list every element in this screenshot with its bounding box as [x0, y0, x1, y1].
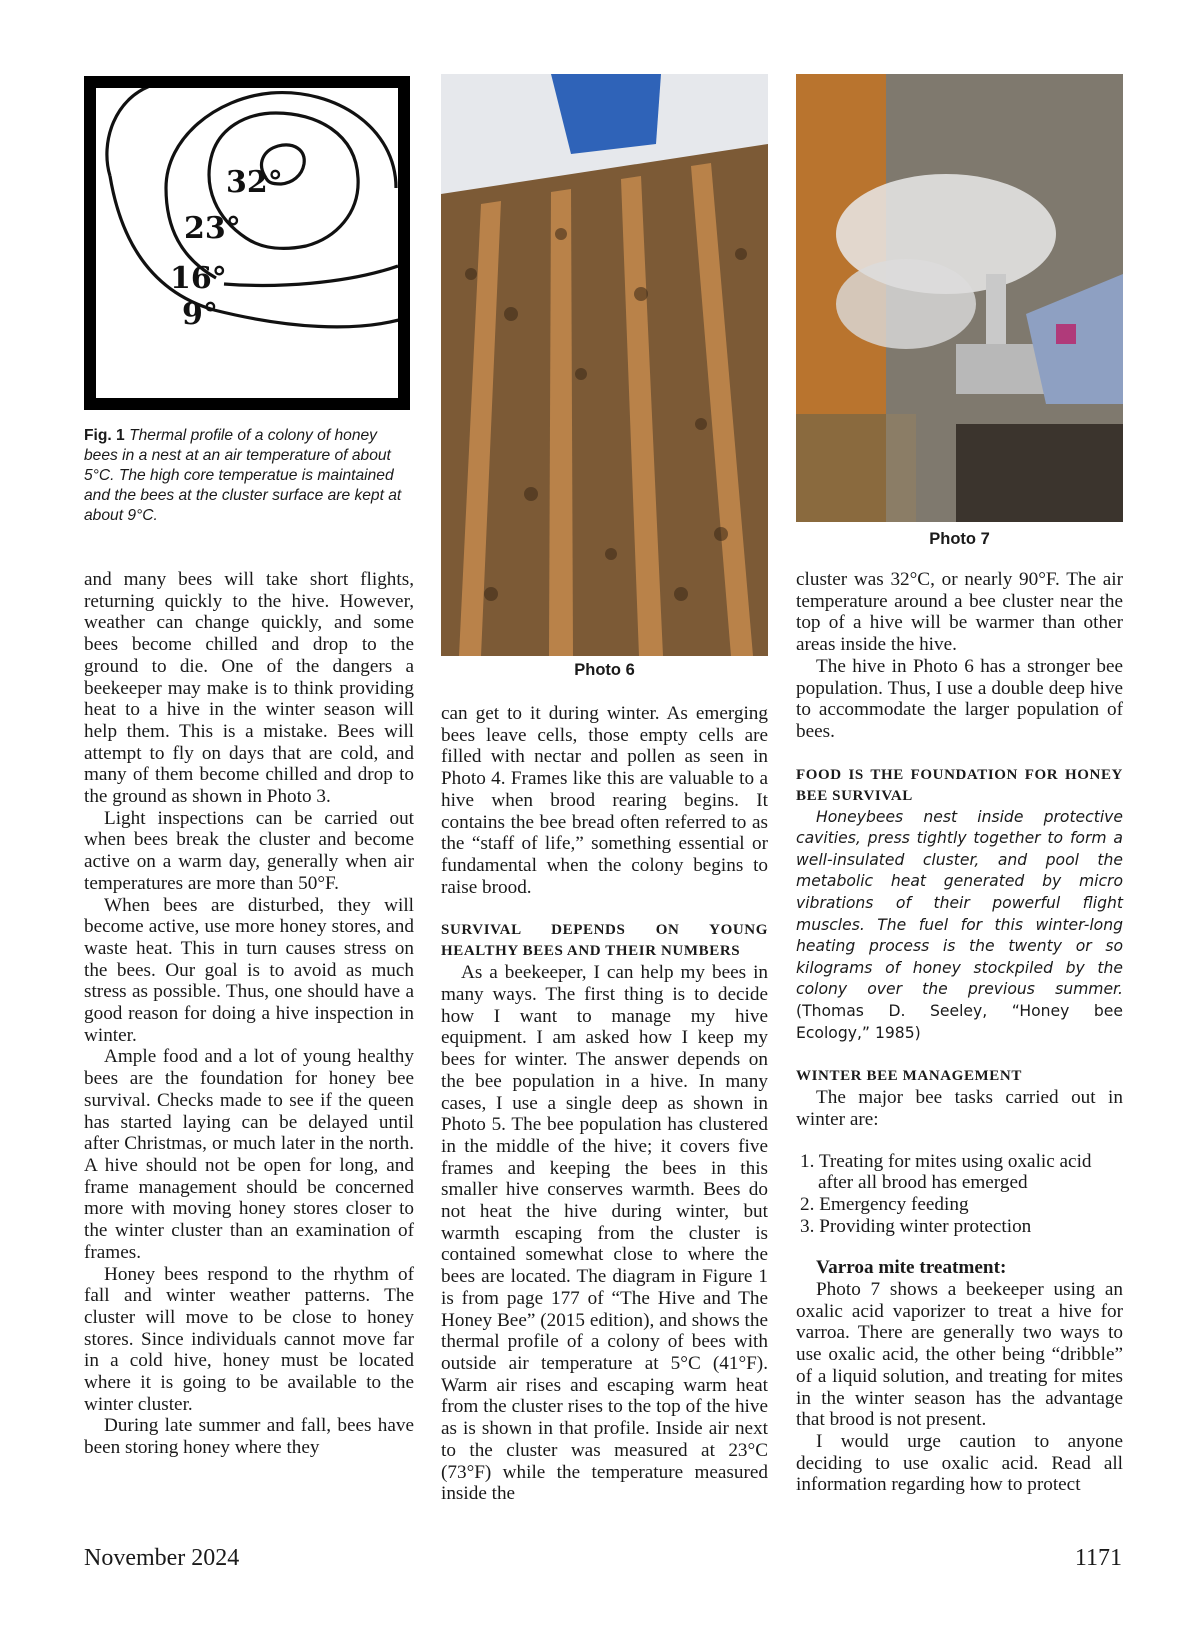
- label-16: 16°: [170, 261, 227, 296]
- col3-paragraph: The hive in Photo 6 has a stronger bee population. Thus, I use a double deep hive to accommodate the larger population of bees.: [796, 655, 1123, 742]
- col1-paragraph: Light inspections can be carried out when bees break the cluster and become active on a warm day, generally when air temperatures are more than 50°F.: [84, 807, 414, 894]
- col3-paragraph: cluster was 32°C, or nearly 90°F. The air temperature around a bee cluster near the top of a hive will be warmer than other areas inside the hive.: [796, 569, 1123, 656]
- col1-paragraph: During late summer and fall, bees have been storing honey where they: [84, 1415, 414, 1459]
- col3-heading-winter: WINTER BEE MANAGEMENT: [796, 1068, 1022, 1085]
- list-item: 2. Emergency feeding: [800, 1193, 969, 1215]
- footer-page-number: 1171: [1074, 1545, 1122, 1571]
- label-32: 32°: [226, 165, 283, 200]
- quote-text: Honeybees nest inside protective cavities, press tightly together to form a well-insulated cluster, and pool the metabolic heat generated by micro vibrations of their powerful flight muscles. The fuel for this winter-long heating process is the twenty or so kilograms of honey stockpiled by the colony over the previous summer.: [796, 807, 1123, 999]
- photo-7-label: Photo 7: [929, 530, 990, 548]
- col1-paragraph: Ample food and a lot of young healthy bees are the foundation for honey bee survival. Checks made to see if the queen has started laying can be delayed until after Christmas, or much later in the north. A hive should not be open for long, and frame management should be concerned more with moving honey stores closer to the winter cluster than an examination of frames.: [84, 1046, 414, 1263]
- label-23: 23°: [184, 211, 241, 246]
- list-item: 1. Treating for mites using oxalic acid after all brood has emerged: [800, 1150, 1092, 1194]
- col1-paragraph: and many bees will take short flights, returning quickly to the hive. However, weather can change quickly, and some bees become chilled and drop to the ground to die. One of the dangers a beekeeper may make is to think providing heat to a hive in the winter season will help them. This is a mistake. Bees will attempt to fly on days that are cold, and many of them become chilled and drop to the ground as shown in Photo 3.: [84, 569, 414, 808]
- list-item: 3. Providing winter protection: [800, 1215, 1032, 1237]
- photo-7-illustration: [796, 74, 1123, 522]
- column-3: [796, 569, 1123, 1496]
- label-9: 9°: [182, 297, 218, 332]
- col1-paragraph: When bees are disturbed, they will become active, use more honey stores, and waste heat. This in turn causes stress on the bees. Our goal is to avoid as much stress as possible. Thus, one should have a good reason for doing a hive inspection in winter.: [84, 894, 414, 1046]
- figure-1-thermal-diagram: [84, 76, 410, 410]
- varroa-subheading: Varroa mite treatment:: [816, 1257, 1007, 1279]
- col3-paragraph: Photo 7 shows a beekeeper using an oxalic acid vaporizer to treat a hive for varroa. There are generally two ways to use oxalic acid, the other being “dribble” of a liquid solution, and treating for mites in the winter season has the advantage that brood is not present.: [796, 1279, 1123, 1431]
- photo-6-illustration: [441, 74, 768, 656]
- col3-heading-food: FOOD IS THE FOUNDATION FOR HONEY BEE SURVIVAL: [796, 766, 1123, 804]
- figure-1-caption: [84, 426, 414, 526]
- col2-section-heading: SURVIVAL DEPENDS ON YOUNG HEALTHY BEES AND THEIR NUMBERS: [441, 922, 768, 960]
- photo-6-bee-frames: [441, 74, 768, 656]
- col2-paragraph-top: can get to it during winter. As emerging bees leave cells, those empty cells are filled with nectar and pollen as seen in Photo 4. Frames like this are valuable to a hive when brood rearing begins. It contains the bee bread often referred to as the “staff of life,” something essential or fundamental when the colony begins to raise brood.: [441, 703, 768, 898]
- col1-paragraph: Honey bees respond to the rhythm of fall and winter weather patterns. The cluster will move to be close to honey stores. Since individuals cannot move far in a cold hive, honey must be located where it is going to be available to the winter cluster.: [84, 1263, 414, 1415]
- caption-text: Thermal profile of a colony of honey bees in a nest at an air temperature of about 5°C. The high core temperatue is maintained and the bees at the cluster surface are kept at about 9°C.: [84, 427, 402, 524]
- col3-paragraph: I would urge caution to anyone deciding to use oxalic acid. Read all information regarding how to protect: [796, 1431, 1123, 1496]
- caption-label: Fig. 1: [84, 427, 125, 444]
- col2-paragraph-bottom: As a beekeeper, I can help my bees in many ways. The first thing is to decide how I want to manage my hive equipment. I am asked how I keep my bees for winter. The answer depends on the bee population in a hive. In many cases, I use a single deep as shown in Photo 5. The bee population has clustered in the middle of the hive; it covers five frames and keeping the bees in this smaller hive conserves warmth. Bees do not heat the hive during winter, but warmth escaping from the cluster is contained somewhat close to where the bees are located. The diagram in Figure 1 is from page 177 of “The Hive and The Honey Bee” (2015 edition), and shows the thermal profile of a colony of bees with outside air temperature at 5°C (41°F). Warm air rises and escaping warm heat from the cluster rises to the top of the hive as is shown in that profile. Inside air next to the cluster was measured at 23°C (73°F) while the temperature measured inside the: [441, 962, 768, 1505]
- seeley-quote: [796, 807, 1123, 1045]
- col3-paragraph: The major bee tasks carried out in winter are:: [796, 1087, 1123, 1130]
- photo-6-label: Photo 6: [574, 661, 635, 679]
- photo-7-oxalic-vaporizer: [796, 74, 1123, 522]
- winter-tasks-list: [796, 1151, 1123, 1238]
- column-2: [441, 703, 768, 1505]
- column-1: [84, 569, 414, 1459]
- quote-citation: (Thomas D. Seeley, “Honey bee Ecology,” 1985): [796, 1001, 1123, 1042]
- thermal-contour-svg: [96, 88, 398, 398]
- footer-date: November 2024: [84, 1545, 240, 1571]
